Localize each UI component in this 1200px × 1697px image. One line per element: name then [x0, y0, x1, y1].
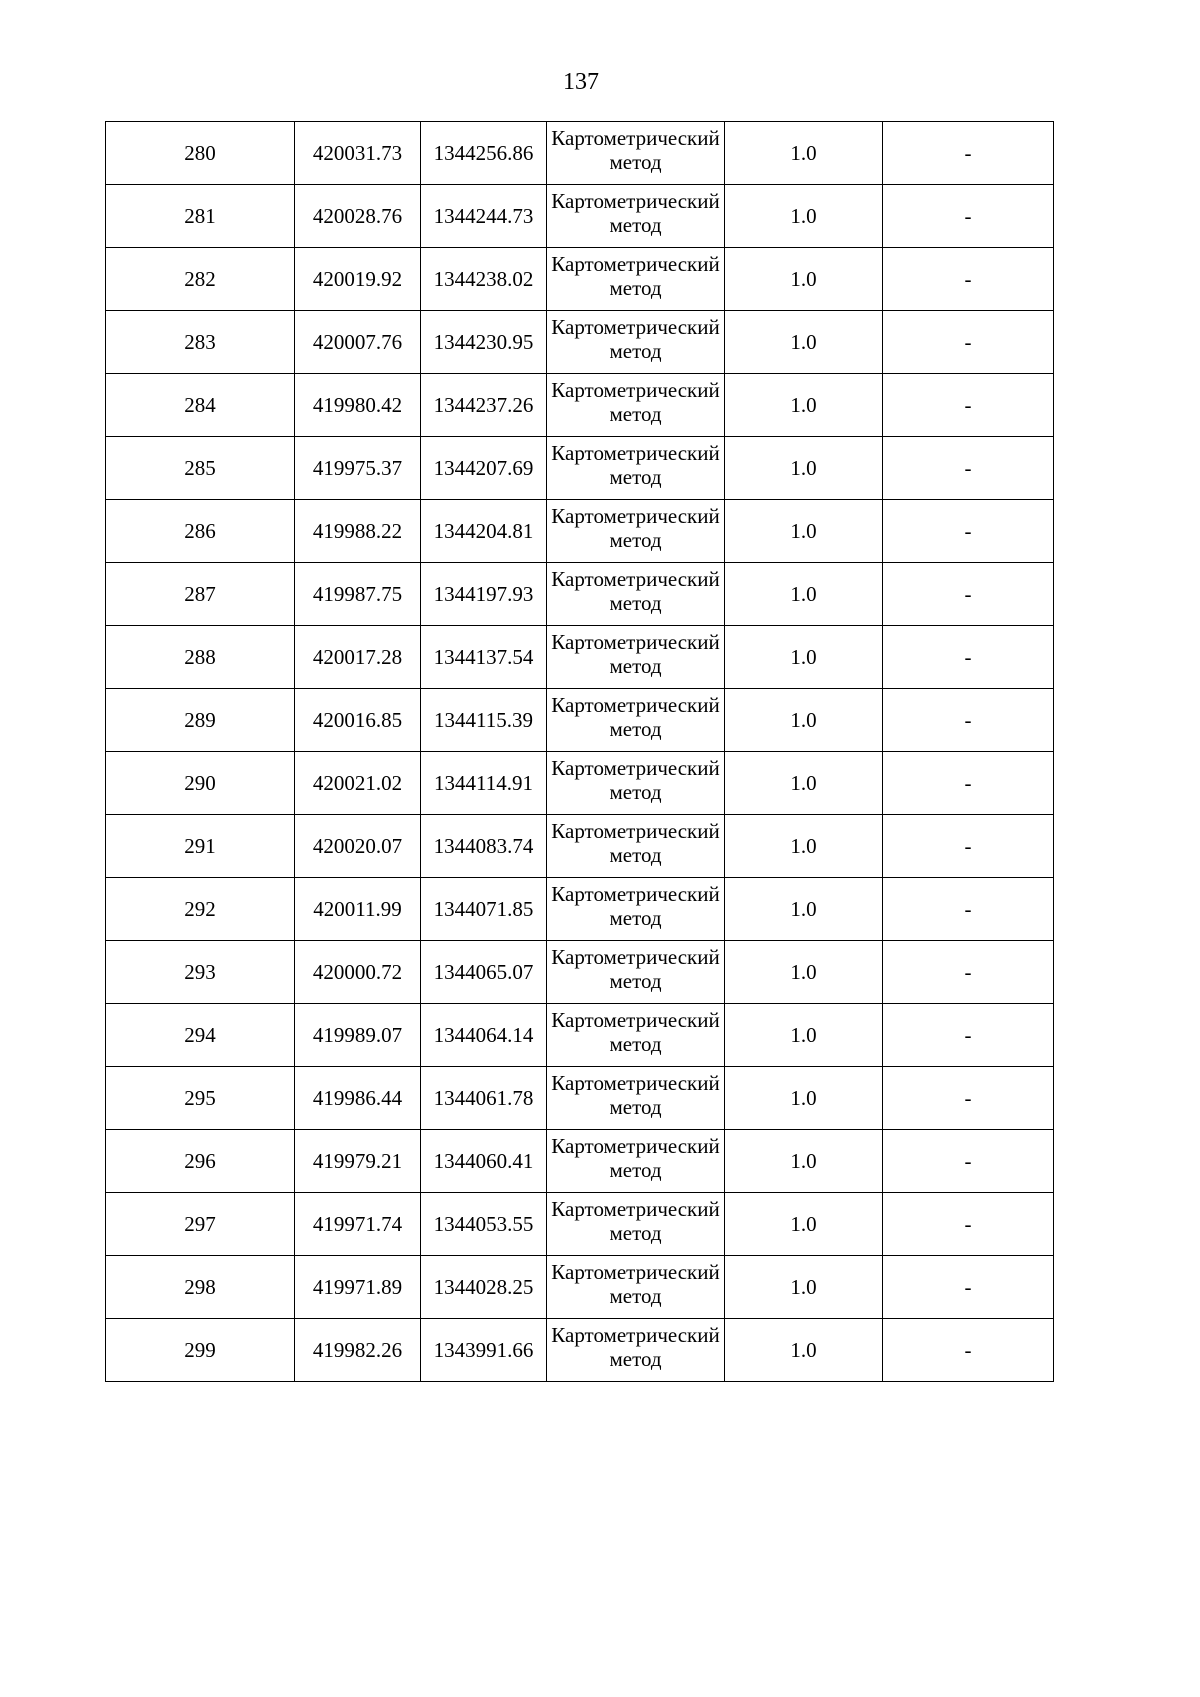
note-cell: - [883, 122, 1054, 185]
method-line-1: Картометрический [551, 1197, 720, 1221]
table-row [106, 815, 1054, 878]
method-cell [547, 626, 725, 689]
table-row [106, 122, 1054, 185]
method-line-1: Картометрический [551, 1134, 720, 1158]
method-line-1: Картометрический [551, 882, 720, 906]
x-coordinate-cell: 420019.92 [295, 248, 421, 311]
method-line-2: метод [609, 1095, 662, 1119]
method-cell [547, 185, 725, 248]
table-row [106, 248, 1054, 311]
x-coordinate-cell: 420000.72 [295, 941, 421, 1004]
method-line-2: метод [609, 654, 662, 678]
method-line-2: метод [609, 717, 662, 741]
method-line-2: метод [609, 150, 662, 174]
y-coordinate-cell: 1344065.07 [421, 941, 547, 1004]
accuracy-cell: 1.0 [725, 1130, 883, 1193]
point-number-cell: 281 [106, 185, 295, 248]
method-cell [547, 563, 725, 626]
y-coordinate-cell: 1344083.74 [421, 815, 547, 878]
method-line-1: Картометрический [551, 1260, 720, 1284]
accuracy-cell: 1.0 [725, 1067, 883, 1130]
table-row [106, 1319, 1054, 1382]
note-cell: - [883, 563, 1054, 626]
x-coordinate-cell: 420016.85 [295, 689, 421, 752]
method-line-2: метод [609, 339, 662, 363]
method-line-2: метод [609, 1032, 662, 1056]
table-row [106, 878, 1054, 941]
method-cell [547, 1319, 725, 1382]
y-coordinate-cell: 1344064.14 [421, 1004, 547, 1067]
y-coordinate-cell: 1344238.02 [421, 248, 547, 311]
note-cell: - [883, 878, 1054, 941]
note-cell: - [883, 185, 1054, 248]
point-number-cell: 287 [106, 563, 295, 626]
method-line-1: Картометрический [551, 756, 720, 780]
method-line-1: Картометрический [551, 315, 720, 339]
x-coordinate-cell: 419982.26 [295, 1319, 421, 1382]
method-line-2: метод [609, 276, 662, 300]
note-cell: - [883, 374, 1054, 437]
method-line-2: метод [609, 1158, 662, 1182]
accuracy-cell: 1.0 [725, 815, 883, 878]
note-cell: - [883, 311, 1054, 374]
method-cell [547, 122, 725, 185]
method-line-1: Картометрический [551, 1323, 720, 1347]
accuracy-cell: 1.0 [725, 374, 883, 437]
note-cell: - [883, 626, 1054, 689]
x-coordinate-cell: 419986.44 [295, 1067, 421, 1130]
method-line-1: Картометрический [551, 1071, 720, 1095]
method-cell [547, 752, 725, 815]
note-cell: - [883, 1004, 1054, 1067]
accuracy-cell: 1.0 [725, 626, 883, 689]
method-line-2: метод [609, 591, 662, 615]
method-line-2: метод [609, 528, 662, 552]
y-coordinate-cell: 1343991.66 [421, 1319, 547, 1382]
point-number-cell: 284 [106, 374, 295, 437]
method-cell [547, 815, 725, 878]
method-cell [547, 500, 725, 563]
point-number-cell: 299 [106, 1319, 295, 1382]
point-number-cell: 289 [106, 689, 295, 752]
point-number-cell: 292 [106, 878, 295, 941]
note-cell: - [883, 815, 1054, 878]
note-cell: - [883, 500, 1054, 563]
accuracy-cell: 1.0 [725, 122, 883, 185]
point-number-cell: 285 [106, 437, 295, 500]
method-cell [547, 1193, 725, 1256]
method-cell [547, 1004, 725, 1067]
accuracy-cell: 1.0 [725, 1319, 883, 1382]
method-line-2: метод [609, 906, 662, 930]
point-number-cell: 280 [106, 122, 295, 185]
x-coordinate-cell: 420017.28 [295, 626, 421, 689]
note-cell: - [883, 1319, 1054, 1382]
method-line-1: Картометрический [551, 252, 720, 276]
method-line-2: метод [609, 969, 662, 993]
point-number-cell: 290 [106, 752, 295, 815]
x-coordinate-cell: 419989.07 [295, 1004, 421, 1067]
note-cell: - [883, 1130, 1054, 1193]
x-coordinate-cell: 420011.99 [295, 878, 421, 941]
method-line-1: Картометрический [551, 693, 720, 717]
method-cell [547, 374, 725, 437]
table-row [106, 1067, 1054, 1130]
point-number-cell: 286 [106, 500, 295, 563]
table-row [106, 1130, 1054, 1193]
method-line-2: метод [609, 213, 662, 237]
table-row [106, 689, 1054, 752]
accuracy-cell: 1.0 [725, 185, 883, 248]
x-coordinate-cell: 419975.37 [295, 437, 421, 500]
method-cell [547, 311, 725, 374]
y-coordinate-cell: 1344197.93 [421, 563, 547, 626]
method-line-1: Картометрический [551, 819, 720, 843]
y-coordinate-cell: 1344237.26 [421, 374, 547, 437]
coordinates-table [105, 121, 1054, 1382]
x-coordinate-cell: 420007.76 [295, 311, 421, 374]
table-row [106, 1256, 1054, 1319]
note-cell: - [883, 689, 1054, 752]
method-line-2: метод [609, 402, 662, 426]
x-coordinate-cell: 420031.73 [295, 122, 421, 185]
y-coordinate-cell: 1344204.81 [421, 500, 547, 563]
table-row [106, 185, 1054, 248]
method-line-1: Картометрический [551, 945, 720, 969]
x-coordinate-cell: 419979.21 [295, 1130, 421, 1193]
method-cell [547, 1067, 725, 1130]
accuracy-cell: 1.0 [725, 1256, 883, 1319]
x-coordinate-cell: 420021.02 [295, 752, 421, 815]
table-row [106, 311, 1054, 374]
point-number-cell: 291 [106, 815, 295, 878]
method-line-2: метод [609, 843, 662, 867]
table-row [106, 941, 1054, 1004]
y-coordinate-cell: 1344060.41 [421, 1130, 547, 1193]
method-line-1: Картометрический [551, 1008, 720, 1032]
method-line-1: Картометрический [551, 504, 720, 528]
accuracy-cell: 1.0 [725, 752, 883, 815]
table-row [106, 374, 1054, 437]
method-line-1: Картометрический [551, 189, 720, 213]
accuracy-cell: 1.0 [725, 1193, 883, 1256]
accuracy-cell: 1.0 [725, 248, 883, 311]
method-cell [547, 437, 725, 500]
method-line-2: метод [609, 1284, 662, 1308]
x-coordinate-cell: 419971.74 [295, 1193, 421, 1256]
y-coordinate-cell: 1344230.95 [421, 311, 547, 374]
x-coordinate-cell: 419987.75 [295, 563, 421, 626]
accuracy-cell: 1.0 [725, 689, 883, 752]
method-cell [547, 1256, 725, 1319]
method-line-2: метод [609, 1347, 662, 1371]
method-line-1: Картометрический [551, 567, 720, 591]
note-cell: - [883, 1193, 1054, 1256]
y-coordinate-cell: 1344071.85 [421, 878, 547, 941]
method-line-1: Картометрический [551, 126, 720, 150]
table-row [106, 626, 1054, 689]
accuracy-cell: 1.0 [725, 311, 883, 374]
accuracy-cell: 1.0 [725, 563, 883, 626]
x-coordinate-cell: 420028.76 [295, 185, 421, 248]
x-coordinate-cell: 419980.42 [295, 374, 421, 437]
y-coordinate-cell: 1344115.39 [421, 689, 547, 752]
accuracy-cell: 1.0 [725, 500, 883, 563]
y-coordinate-cell: 1344061.78 [421, 1067, 547, 1130]
method-cell [547, 248, 725, 311]
y-coordinate-cell: 1344053.55 [421, 1193, 547, 1256]
method-cell [547, 1130, 725, 1193]
y-coordinate-cell: 1344244.73 [421, 185, 547, 248]
method-line-1: Картометрический [551, 378, 720, 402]
note-cell: - [883, 1256, 1054, 1319]
note-cell: - [883, 437, 1054, 500]
y-coordinate-cell: 1344137.54 [421, 626, 547, 689]
y-coordinate-cell: 1344256.86 [421, 122, 547, 185]
method-cell [547, 878, 725, 941]
table-row [106, 1193, 1054, 1256]
point-number-cell: 297 [106, 1193, 295, 1256]
note-cell: - [883, 248, 1054, 311]
note-cell: - [883, 941, 1054, 1004]
x-coordinate-cell: 419988.22 [295, 500, 421, 563]
point-number-cell: 295 [106, 1067, 295, 1130]
method-line-1: Картометрический [551, 630, 720, 654]
note-cell: - [883, 1067, 1054, 1130]
note-cell: - [883, 752, 1054, 815]
point-number-cell: 283 [106, 311, 295, 374]
point-number-cell: 296 [106, 1130, 295, 1193]
point-number-cell: 282 [106, 248, 295, 311]
method-line-2: метод [609, 1221, 662, 1245]
page-number: 137 [563, 69, 599, 95]
point-number-cell: 288 [106, 626, 295, 689]
x-coordinate-cell: 419971.89 [295, 1256, 421, 1319]
accuracy-cell: 1.0 [725, 437, 883, 500]
table-row [106, 563, 1054, 626]
accuracy-cell: 1.0 [725, 941, 883, 1004]
method-cell [547, 941, 725, 1004]
x-coordinate-cell: 420020.07 [295, 815, 421, 878]
accuracy-cell: 1.0 [725, 878, 883, 941]
table-row [106, 500, 1054, 563]
y-coordinate-cell: 1344114.91 [421, 752, 547, 815]
method-line-2: метод [609, 780, 662, 804]
coordinates-table-body [106, 122, 1054, 1382]
table-row [106, 752, 1054, 815]
point-number-cell: 294 [106, 1004, 295, 1067]
y-coordinate-cell: 1344207.69 [421, 437, 547, 500]
point-number-cell: 298 [106, 1256, 295, 1319]
accuracy-cell: 1.0 [725, 1004, 883, 1067]
y-coordinate-cell: 1344028.25 [421, 1256, 547, 1319]
method-line-1: Картометрический [551, 441, 720, 465]
method-line-2: метод [609, 465, 662, 489]
method-cell [547, 689, 725, 752]
point-number-cell: 293 [106, 941, 295, 1004]
table-row [106, 1004, 1054, 1067]
table-row [106, 437, 1054, 500]
